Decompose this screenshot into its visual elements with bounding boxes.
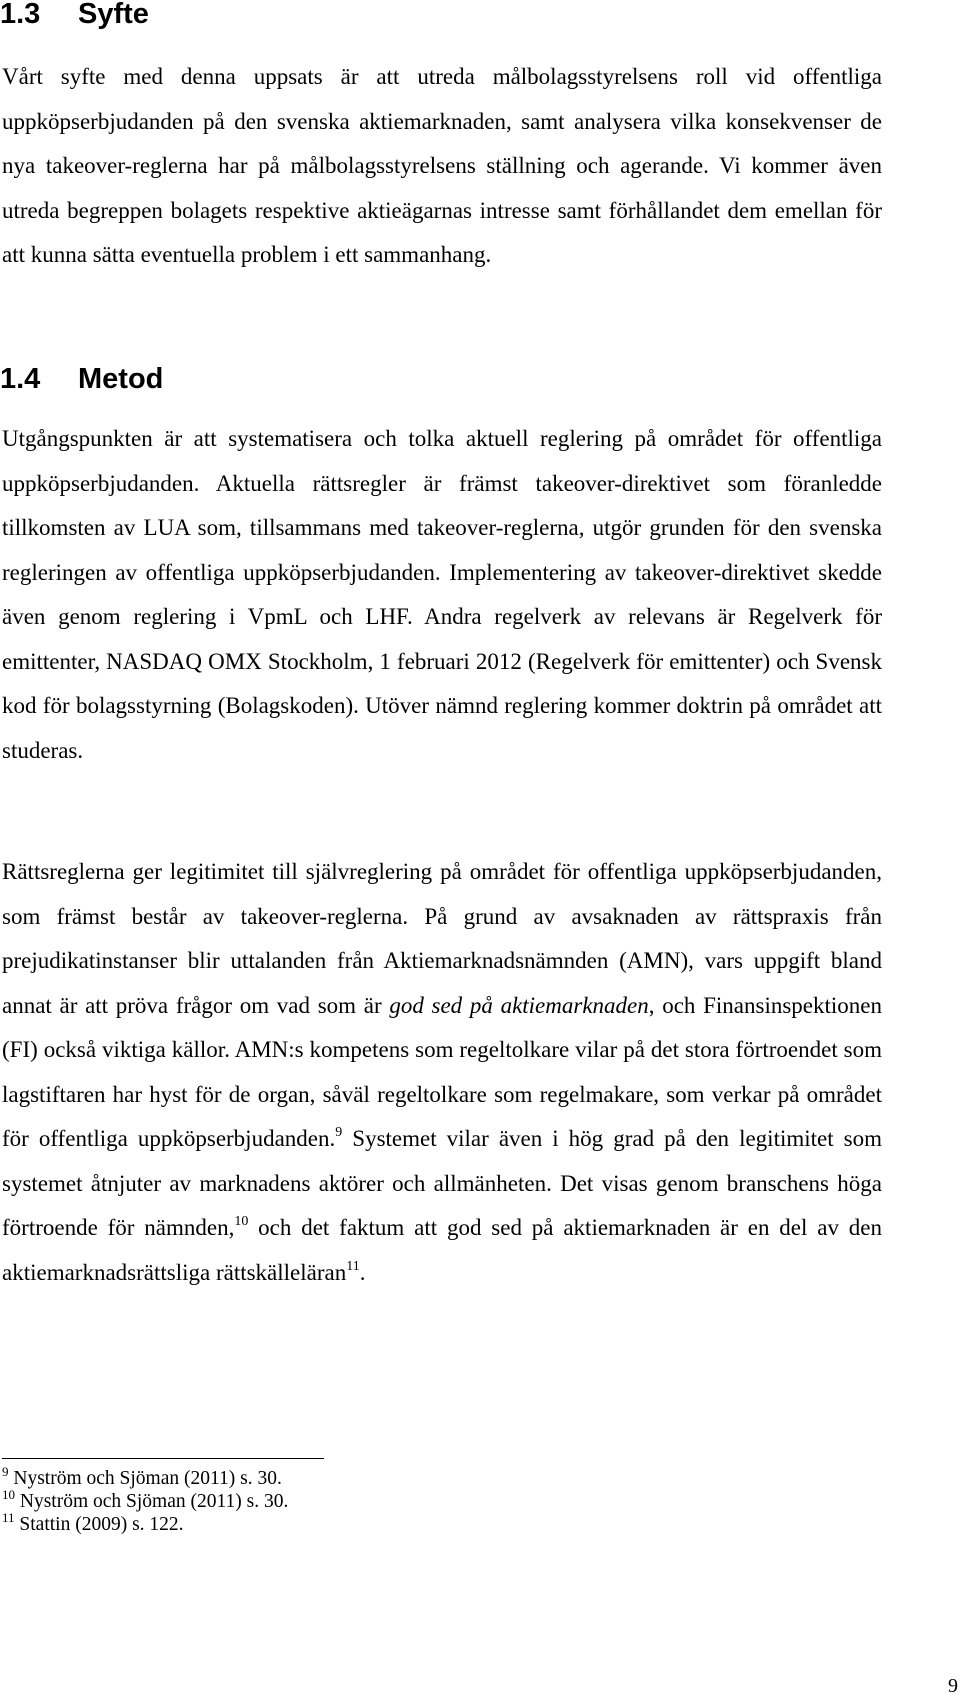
section-number: 1.4	[0, 363, 41, 395]
footnote-separator	[2, 1458, 324, 1459]
metod-paragraph-2: Rättsreglerna ger legitimitet till självreglering på området för offentliga uppköpserbjudanden, som främst består av takeover-reglerna. På grund av avsaknaden av rättspraxis från prejudikatinstanser blir uttalanden från Aktiemarknadsnämnden (AMN), vars uppgift bland annat är att pröva frågor om vad som är god sed på aktiemarknaden, och Finansinspektionen (FI) också viktiga källor. AMN:s kompetens som regeltolkare vilar på det stora förtroendet som lagstiftaren har hyst för de organ, såväl regeltolkare som regelmakare, som verkar på området för offentliga uppköpserbjudanden.$^9$ Systemet vilar även i hög grad på den legitimitet som systemet åtnjuter av marknadens aktörer och allmänheten. Det visas genom branschens höga förtroende för nämnden,$^{10}$ och det faktum att god sed på aktiemarknaden är en del av den aktiemarknadsrättsliga rättskälleläran$^{11}$.	[2, 859, 882, 1285]
footnote-number: 10	[2, 1487, 15, 1502]
footnote-item	[2, 1464, 288, 1490]
footnote-number: 9	[2, 1464, 9, 1479]
section-title: Syfte	[78, 0, 149, 30]
footnote-item	[2, 1487, 289, 1513]
section-title: Metod	[78, 363, 164, 395]
footnotes-list	[2, 1464, 289, 1536]
section-heading-syfte	[0, 0, 149, 30]
section-heading-metod	[0, 363, 163, 395]
footnote-text: Nyström och Sjöman (2011) s. 30.	[15, 1491, 289, 1512]
footnote-ref-10[interactable]: 10	[234, 1214, 249, 1229]
metod-paragraph-1: Utgångspunkten är att systematisera och tolka aktuell reglering på området för offentliga uppköpserbjudanden. Aktuella rättsregler är främst takeover-direktivet som föranledde tillkomsten av LUA som, tillsammans med takeover-reglerna, utgör grunden för den svenska regleringen av offentliga uppköpserbjudanden. Implementering av takeover-direktivet skedde även genom reglering i VpmL och LHF. Andra regelverk av relevans är Regelverk för emittenter, NASDAQ OMX Stockholm, 1 februari 2012 (Regelverk för emittenter) och Svensk kod för bolagsstyrning (Bolagskoden). Utöver nämnd reglering kommer doktrin på området att studeras.	[2, 426, 882, 763]
syfte-paragraph: Vårt syfte med denna uppsats är att utreda målbolagsstyrelsens roll vid offentliga uppköpserbjudanden på den svenska aktiemarknaden, samt analysera vilka konsekvenser de nya takeover-reglerna har på målbolagsstyrelsens ställning och agerande. Vi kommer även utreda begreppen bolagets respektive aktieägarnas intresse samt förhållandet dem emellan för att kunna sätta eventuella problem i ett sammanhang.	[2, 64, 882, 267]
footnote-number: 11	[2, 1510, 15, 1525]
footnote-item	[2, 1510, 288, 1536]
footnote-ref-9[interactable]: 9	[335, 1125, 343, 1140]
section-number: 1.3	[0, 0, 41, 30]
footnote-text: Stattin (2009) s. 122.	[14, 1514, 184, 1535]
footnote-text: Nyström och Sjöman (2011) s. 30.	[8, 1468, 282, 1489]
page-number: 9	[948, 1675, 958, 1697]
footnote-ref-11[interactable]: 11	[346, 1258, 360, 1274]
emphasis-god-sed: god sed på aktiemarknaden	[389, 992, 649, 1018]
